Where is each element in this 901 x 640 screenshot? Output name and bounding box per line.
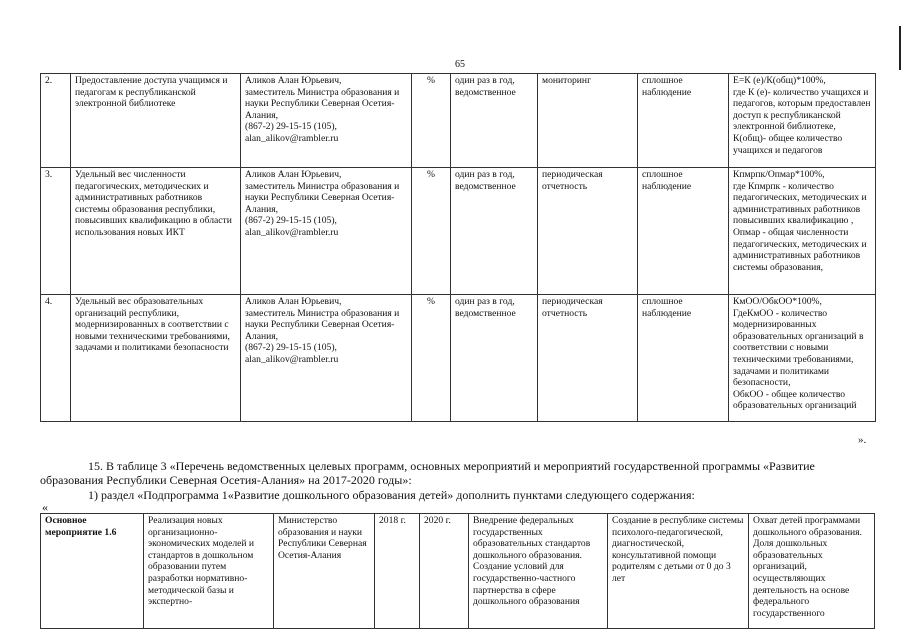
row-number: 4. (41, 295, 71, 422)
table-row (41, 74, 876, 168)
indicator-name: Удельный вес образовательных организаций республики, модернизированных в соответствии с новыми техническими требованиями, задачами и политиками безопасности (71, 295, 241, 422)
row-number: 2. (41, 74, 71, 168)
formula: Е=К (е)/К(общ)*100%, где К (е)- количество учащихся и педагогов, которым предоставлен доступ к республиканской электронной библиотеке, К(общ)- общее количество учащихся и педагогов (729, 74, 876, 168)
paragraph-1: 1) раздел «Подпрограмма 1«Развитие дошкольного образования детей» дополнить пунктами следующего содержания: (88, 488, 695, 502)
unit: % (412, 295, 451, 422)
programs-table (40, 513, 875, 629)
frequency: один раз в год, ведомственное (451, 295, 538, 422)
opening-quote: « (42, 500, 48, 514)
executor: Министерство образования и науки Республики Северная Осетия-Алания (274, 514, 375, 629)
closing-quote: ». (858, 434, 867, 446)
table-row (41, 514, 875, 629)
paragraph-15: 15. В таблице 3 «Перечень ведомственных целевых программ, основных мероприятий и мероприятий государственной программы «Развитие образования Республики Северная Осетия-Алания» на 2017-2020 годы»: (40, 459, 815, 487)
table-row (41, 295, 876, 422)
indicator-name: Удельный вес численности педагогических, методических и административных работников системы образования республики, повысивших квалификацию в области использования новых ИКТ (71, 168, 241, 295)
end-year: 2020 г. (420, 514, 469, 629)
indicator-link: Охват детей программами дошкольного образования. Доля дошкольных образовательных организаций, осуществляющих деятельность на основе федерального государственного (749, 514, 875, 629)
unit: % (412, 74, 451, 168)
responsible-person: Аликов Алан Юрьевич, заместитель Министра образования и науки Республики Северная Осетия-Алания, (867-2) 29-15-15 (105), alan_alikov@rambler.ru (241, 295, 412, 422)
responsible-person: Аликов Алан Юрьевич, заместитель Министра образования и науки Республики Северная Осетия-Алания, (867-2) 29-15-15 (105), alan_alikov@rambler.ru (241, 168, 412, 295)
row-number: 3. (41, 168, 71, 295)
formula: КмОО/ОбкОО*100%, ГдеКмОО - количество модернизированных образовательных организаций в соответствии с новыми техническими требованиями, задачами и политиками безопасности, ОбкОО - общее количество образовательных организаций (729, 295, 876, 422)
page-number: 65 (455, 59, 465, 70)
table-row (41, 168, 876, 295)
data-source: мониторинг (538, 74, 638, 168)
frequency: один раз в год, ведомственное (451, 74, 538, 168)
data-source: периодическая отчетность (538, 295, 638, 422)
observation-method: сплошное наблюдение (638, 295, 729, 422)
start-year: 2018 г. (375, 514, 420, 629)
consequence: Создание в республике системы психолого-педагогической, диагностической, консультативной помощи родителям с детьми от 0 до 3 лет (608, 514, 749, 629)
formula: Кпмрпк/Опмар*100%, где Кпмрпк - количество педагогических, методических и административных работников повысивших квалификацию , Опмар - общая численности педагогических, методических и административных работников системы образования, (729, 168, 876, 295)
observation-method: сплошное наблюдение (638, 168, 729, 295)
expected-result: Внедрение федеральных государственных образовательных стандартов дошкольного образования. Создание условий для государственно-частного партнерства в сфере дошкольного образования (469, 514, 608, 629)
data-source: периодическая отчетность (538, 168, 638, 295)
event-title: Основное мероприятие 1.6 (41, 514, 144, 629)
responsible-person: Аликов Алан Юрьевич, заместитель Министра образования и науки Республики Северная Осетия-Алания, (867-2) 29-15-15 (105), alan_alikov@rambler.ru (241, 74, 412, 168)
event-description: Реализация новых организационно-экономических моделей и стандартов в дошкольном образовании путем разработки нормативно-методической базы и экспертно- (144, 514, 274, 629)
indicator-name: Предоставление доступа учащимся и педагогам к республиканской электронной библиотеке (71, 74, 241, 168)
unit: % (412, 168, 451, 295)
frequency: один раз в год, ведомственное (451, 168, 538, 295)
observation-method: сплошное наблюдение (638, 74, 729, 168)
indicators-table (40, 73, 876, 422)
